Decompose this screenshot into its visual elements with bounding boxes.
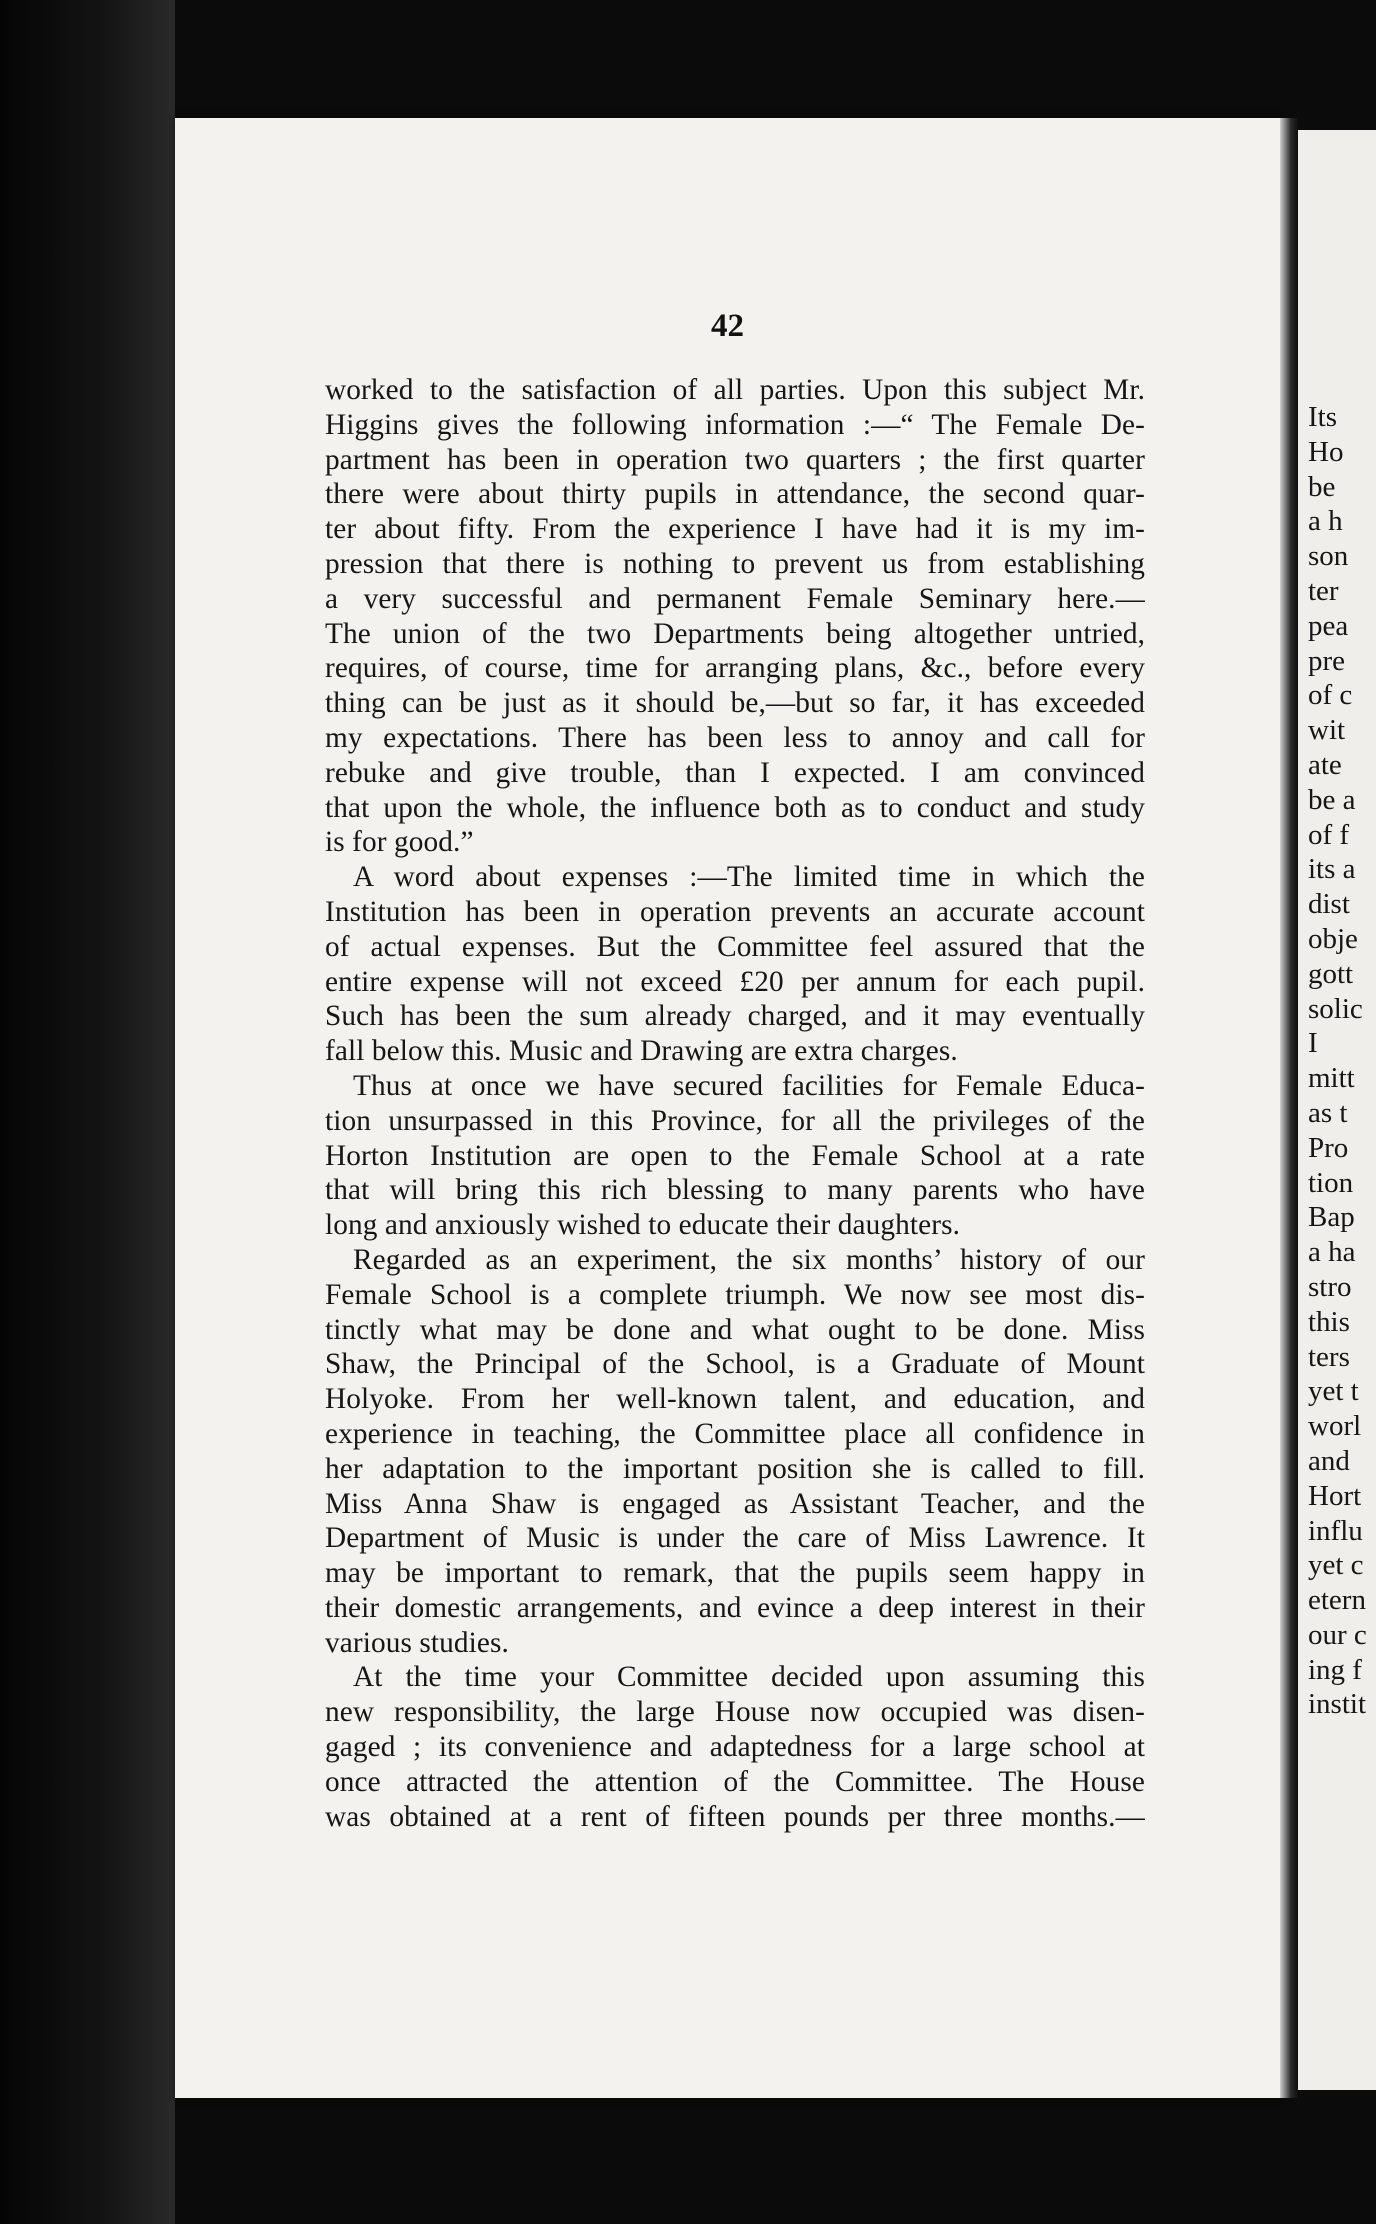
scanner-frame-left xyxy=(0,0,175,2224)
text-line: Horton Institution are open to the Female School at a rate xyxy=(325,1139,1145,1172)
text-line: fall below this. Music and Drawing are extra charges. xyxy=(325,1035,958,1068)
adjacent-text-fragment: gott xyxy=(1308,957,1354,990)
adjacent-page-text xyxy=(1308,400,1376,1722)
text-line: my expectations. There has been less to annoy and call for xyxy=(325,721,1145,754)
adjacent-text-fragment: stro xyxy=(1308,1270,1352,1303)
text-line: a very successful and permanent Female Seminary here.— xyxy=(325,582,1145,615)
adjacent-text-fragment: ter xyxy=(1308,574,1339,607)
text-line: is for good.” xyxy=(325,826,474,859)
page-body-text xyxy=(325,373,1145,1834)
adjacent-text-fragment: ing f xyxy=(1308,1653,1362,1686)
adjacent-text-fragment: etern xyxy=(1308,1584,1366,1617)
adjacent-text-fragment: I xyxy=(1308,1027,1318,1060)
adjacent-text-fragment: and xyxy=(1308,1444,1350,1477)
adjacent-text-fragment: yet c xyxy=(1308,1549,1364,1582)
text-line: Holyoke. From her well-known talent, and education, and xyxy=(325,1383,1145,1416)
adjacent-text-fragment: a h xyxy=(1308,505,1343,538)
adjacent-text-fragment: Pro xyxy=(1308,1131,1349,1164)
text-line: Department of Music is under the care of Miss Lawrence. It xyxy=(325,1522,1145,1555)
text-line: Miss Anna Shaw is engaged as Assistant Teacher, and the xyxy=(325,1487,1145,1520)
adjacent-text-fragment: this xyxy=(1308,1305,1350,1338)
text-line: partment has been in operation two quarters ; the first quarter xyxy=(325,443,1145,476)
text-line: rebuke and give trouble, than I expected. I am convinced xyxy=(325,756,1145,789)
text-line: At the time your Committee decided upon assuming this xyxy=(353,1661,1145,1694)
adjacent-page-edge xyxy=(1298,130,1376,2090)
text-line: long and anxiously wished to educate their daughters. xyxy=(325,1209,961,1242)
adjacent-text-fragment: tion xyxy=(1308,1166,1354,1199)
book-page xyxy=(175,118,1280,2098)
adjacent-text-fragment: instit xyxy=(1308,1688,1367,1721)
text-line: there were about thirty pupils in attendance, the second quar- xyxy=(325,478,1145,511)
text-line: A word about expenses :—The limited time in which the xyxy=(353,861,1145,894)
adjacent-text-fragment: Ho xyxy=(1308,435,1344,468)
text-line: ter about fifty. From the experience I have had it is my im- xyxy=(325,513,1145,546)
adjacent-text-fragment: a ha xyxy=(1308,1236,1356,1269)
adjacent-text-fragment: worl xyxy=(1308,1410,1362,1443)
text-line: requires, of course, time for arranging plans, &c., before every xyxy=(325,652,1145,685)
text-line: worked to the satisfaction of all parties. Upon this subject Mr. xyxy=(325,374,1145,406)
adjacent-text-fragment: pre xyxy=(1308,644,1346,677)
text-line: that will bring this rich blessing to many parents who have xyxy=(325,1174,1145,1207)
text-line: entire expense will not exceed £20 per annum for each pupil. xyxy=(325,965,1145,998)
text-line: tion unsurpassed in this Province, for all the privileges of the xyxy=(325,1104,1145,1137)
text-line: Higgins gives the following information :—“ The Female De- xyxy=(325,408,1145,441)
adjacent-text-fragment: dist xyxy=(1308,888,1350,921)
adjacent-text-fragment: be xyxy=(1308,470,1336,503)
text-line: their domestic arrangements, and evince a deep interest in their xyxy=(325,1591,1145,1624)
adjacent-text-fragment: obje xyxy=(1308,922,1358,955)
text-line: Such has been the sum already charged, and it may eventually xyxy=(325,1000,1145,1033)
adjacent-text-fragment: Bap xyxy=(1308,1201,1355,1234)
adjacent-text-fragment: yet t xyxy=(1308,1375,1359,1408)
text-line: new responsibility, the large House now occupied was disen- xyxy=(325,1696,1145,1729)
adjacent-text-fragment: ate xyxy=(1308,748,1342,781)
text-line: may be important to remark, that the pupils seem happy in xyxy=(325,1557,1145,1590)
text-line: tinctly what may be done and what ought to be done. Miss xyxy=(325,1313,1145,1346)
adjacent-text-fragment: our c xyxy=(1308,1618,1367,1651)
adjacent-text-fragment: Hort xyxy=(1308,1479,1362,1512)
adjacent-text-fragment: influ xyxy=(1308,1514,1363,1547)
adjacent-text-fragment: son xyxy=(1308,540,1349,573)
adjacent-text-fragment: solic xyxy=(1308,992,1363,1025)
text-line: Female School is a complete triumph. We now see most dis- xyxy=(325,1278,1145,1311)
text-line: experience in teaching, the Committee place all confidence in xyxy=(325,1417,1145,1450)
text-line: various studies. xyxy=(325,1626,509,1659)
text-line: Shaw, the Principal of the School, is a Graduate of Mount xyxy=(325,1348,1145,1381)
book-gutter xyxy=(1280,118,1298,2098)
adjacent-text-fragment: be a xyxy=(1308,783,1356,816)
text-line: pression that there is nothing to prevent us from establishing xyxy=(325,547,1145,580)
text-line: her adaptation to the important position she is called to fill. xyxy=(325,1452,1145,1485)
text-line: thing can be just as it should be,—but so far, it has exceeded xyxy=(325,687,1145,720)
page-number: 42 xyxy=(711,308,744,344)
adjacent-text-fragment: pea xyxy=(1308,609,1349,642)
text-line: of actual expenses. But the Committee feel assured that the xyxy=(325,930,1145,963)
text-line: was obtained at a rent of fifteen pounds per three months.— xyxy=(325,1800,1145,1833)
text-line: Thus at once we have secured facilities for Female Educa- xyxy=(353,1069,1145,1102)
adjacent-text-fragment: of c xyxy=(1308,679,1353,712)
text-line: Institution has been in operation prevents an accurate account xyxy=(325,895,1145,928)
adjacent-text-fragment: mitt xyxy=(1308,1062,1355,1095)
adjacent-text-fragment: its a xyxy=(1308,853,1356,886)
text-line: gaged ; its convenience and adaptedness for a large school at xyxy=(325,1731,1145,1764)
text-line: that upon the whole, the influence both as to conduct and study xyxy=(325,791,1145,824)
adjacent-text-fragment: Its xyxy=(1308,401,1337,433)
adjacent-text-fragment: of f xyxy=(1308,818,1350,851)
text-line: Regarded as an experiment, the six months’ history of our xyxy=(353,1243,1145,1276)
text-line: once attracted the attention of the Committee. The House xyxy=(325,1765,1145,1798)
adjacent-text-fragment: ters xyxy=(1308,1340,1350,1373)
adjacent-text-fragment: wit xyxy=(1308,714,1346,747)
adjacent-text-fragment: as t xyxy=(1308,1096,1348,1129)
text-line: The union of the two Departments being altogether untried, xyxy=(325,617,1145,650)
